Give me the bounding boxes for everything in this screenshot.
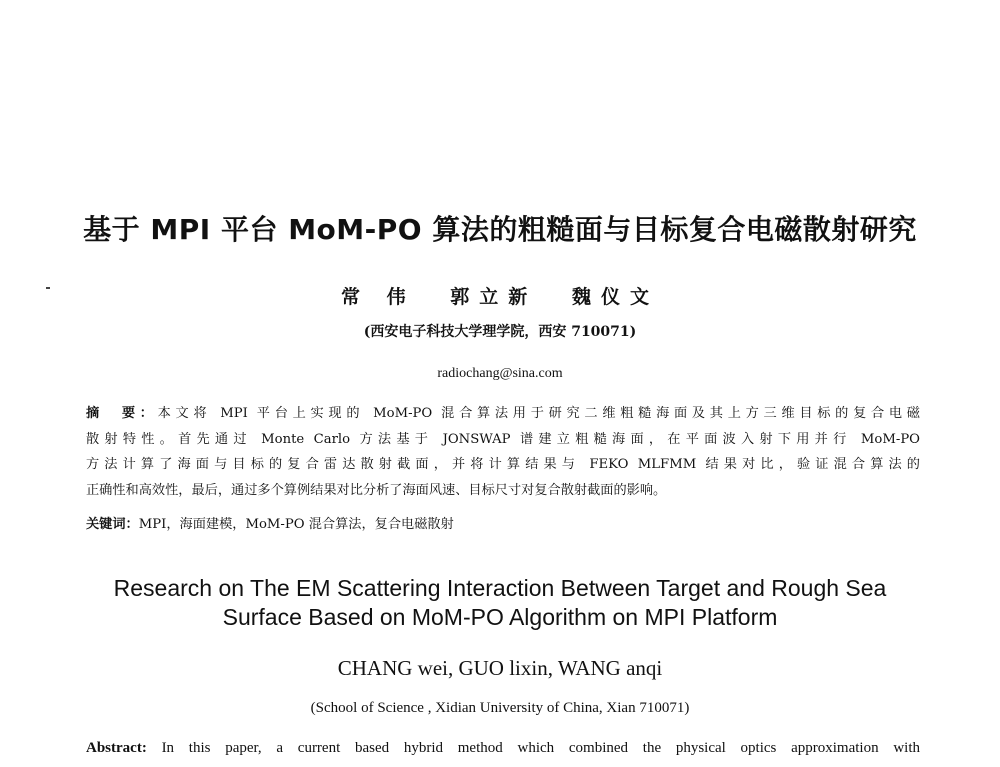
- chinese-author-3: 魏仪文: [571, 286, 659, 308]
- english-abstract: [86, 740, 920, 757]
- chinese-abstract-line-2: 散射特性。首先通过 Monte Carlo 方法基于 JONSWAP 谱建立粗糙海面，在平面波入射下用并行 MoM-PO: [86, 431, 920, 447]
- english-title-line-1: Research on The EM Scattering Interaction Between Target and Rough Sea: [113, 575, 887, 601]
- english-abstract-text: In this paper, a current based hybrid method which combined the physical optics approximation with: [161, 740, 920, 756]
- chinese-author-2: 郭立新: [450, 286, 538, 308]
- chinese-keywords: [86, 513, 454, 532]
- english-abstract-label: Abstract:: [86, 740, 147, 756]
- english-affiliation: (School of Science , Xidian University of China, Xian 710071): [310, 700, 690, 716]
- english-authors: CHANG wei, GUO lixin, WANG anqi: [337, 656, 663, 680]
- chinese-authors: [0, 282, 1000, 309]
- chinese-abstract-text-1: 本文将 MPI 平台上实现的 MoM-PO 混合算法用于研究二维粗糙海面及其上方三维目标的复合电磁: [157, 406, 920, 421]
- chinese-keywords-text: MPI，海面建模，MoM-PO 混合算法，复合电磁散射: [138, 517, 454, 532]
- chinese-abstract-line-1: [86, 401, 920, 427]
- chinese-abstract: [86, 401, 920, 503]
- english-title-line-2: Surface Based on MoM-PO Algorithm on MPI Platform: [222, 604, 778, 630]
- chinese-abstract-label: 摘 要：: [86, 406, 158, 421]
- author-email: radiochang@sina.com: [437, 366, 563, 381]
- chinese-abstract-line-3: 方法计算了海面与目标的复合雷达散射截面，并将计算结果与 FEKO MLFMM 结果对比，验证混合算法的: [86, 457, 920, 472]
- chinese-keywords-label: 关键词：: [86, 517, 139, 532]
- english-title: [0, 574, 1000, 632]
- chinese-affiliation: (西安电子科技大学理学院，西安 710071): [363, 324, 637, 340]
- chinese-title: 基于 MPI 平台 MoM-PO 算法的粗糙面与目标复合电磁散射研究: [83, 213, 917, 246]
- chinese-author-1: 常 伟: [341, 286, 416, 308]
- chinese-abstract-line-4: 正确性和高效性，最后，通过多个算例结果对比分析了海面风速、目标尺寸对复合散射截面的影响。: [86, 482, 667, 498]
